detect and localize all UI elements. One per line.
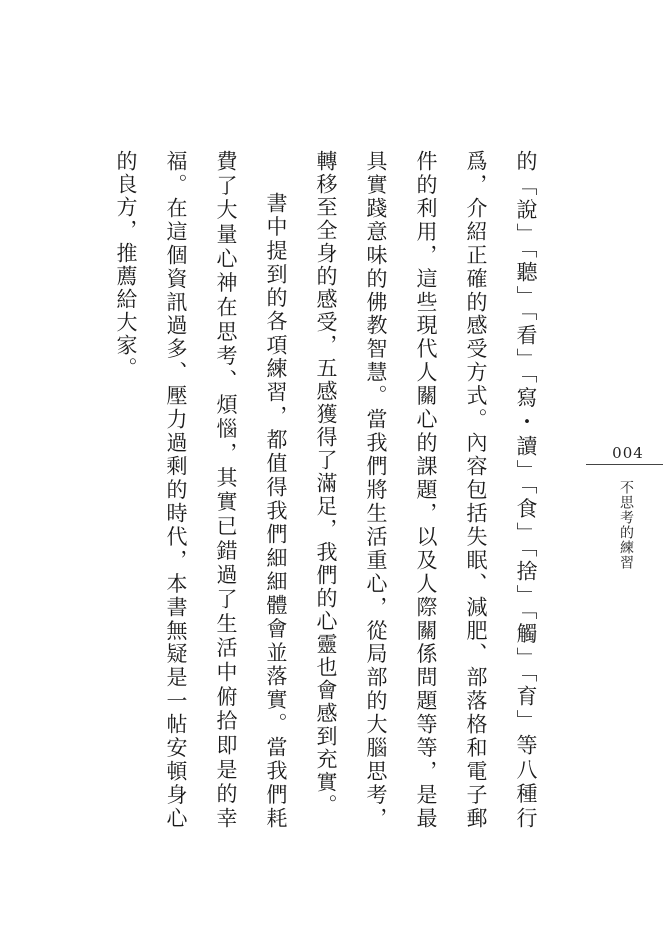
running-title: 不思考的練習 bbox=[618, 480, 634, 570]
header-divider bbox=[586, 464, 663, 465]
body-text bbox=[101, 150, 551, 830]
page-number: 004 bbox=[612, 444, 644, 462]
paragraph-2: 書中提到的各項練習，都值得我們細細體會並落實。當我們耗費了大量心神在思考、煩惱，其實已錯過了生活中俯拾即是的幸福。在這個資訊過多、壓力過剩的時代，本書無疑是一帖安頓身心的良方，推薦給大家。 bbox=[114, 150, 288, 830]
paragraph-1: 的「說」「聽」「看」「寫・讀」「食」「捨」「觸」「育」等八種行爲，介紹正確的感受方式。內容包括失眠、減肥、部落格和電子郵件的利用，這些現代人關心的課題，以及人際關係問題等等，是最具實踐意味的佛教智慧。當我們將生活重心，從局部的大腦思考，轉移至全身的感受，五感獲得了滿足，我們的心靈也會感到充實。 bbox=[314, 150, 538, 830]
